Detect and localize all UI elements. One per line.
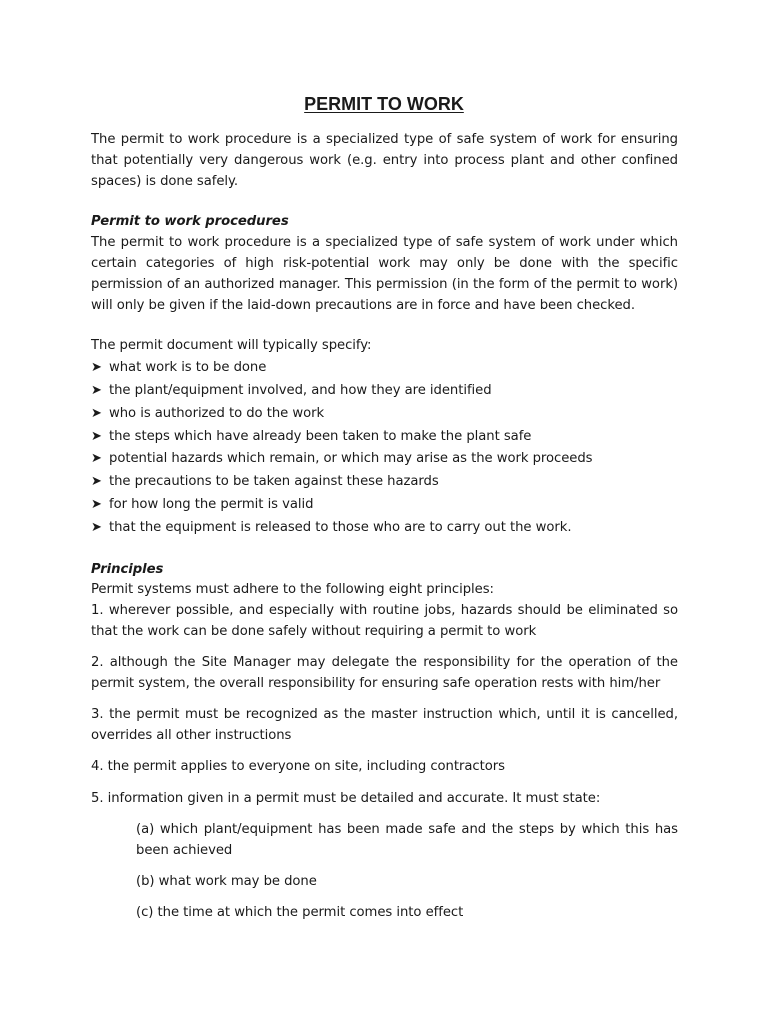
arrow-bullet-icon: ➤: [91, 519, 102, 535]
list-item: ➤ who is authorized to do the work: [91, 403, 678, 426]
arrow-bullet-icon: ➤: [91, 405, 102, 421]
list-item: ➤ potential hazards which remain, or which may arise as the work proceeds: [91, 448, 678, 471]
list-item: ➤ that the equipment is released to those who are to carry out the work.: [91, 517, 678, 540]
principle-item-5: 5. information given in a permit must be detailed and accurate. It must state:: [91, 790, 601, 806]
arrow-bullet-icon: ➤: [91, 496, 102, 512]
arrow-bullet-icon: ➤: [91, 451, 102, 467]
specify-list: [91, 357, 678, 539]
principle-5-subitems: [136, 820, 678, 924]
page-title: PERMIT TO WORK: [304, 94, 464, 114]
principle-item-4: 4. the permit applies to everyone on site, including contractors: [91, 759, 505, 775]
intro-paragraph: The permit to work procedure is a specialized type of safe system of work for ensuring that potentially very dangerous work (e.g. entry into process plant and other confined spaces) is done safely.: [91, 132, 678, 189]
arrow-bullet-icon: ➤: [91, 382, 102, 398]
arrow-bullet-icon: ➤: [91, 428, 102, 444]
specify-intro: The permit document will typically specify:: [91, 338, 372, 354]
list-item: ➤ the steps which have already been taken to make the plant safe: [91, 426, 678, 449]
list-item: ➤ what work is to be done: [91, 357, 678, 380]
subitem-c: (c) the time at which the permit comes into effect: [136, 905, 464, 921]
section-heading-principles: Principles: [91, 561, 164, 577]
subitem-a: (a) which plant/equipment has been made safe and the steps by which this has been achieved: [136, 822, 678, 858]
section-heading-procedures: Permit to work procedures: [91, 214, 289, 230]
principles-intro: Permit systems must adhere to the following eight principles:: [91, 582, 494, 598]
list-item: ➤ for how long the permit is valid: [91, 494, 678, 517]
principle-item-2: 2. although the Site Manager may delegate the responsibility for the operation of the permit system, the overall responsibility for ensuring safe operation rests with him/her: [91, 655, 678, 692]
procedures-paragraph: The permit to work procedure is a specialized type of safe system of work under which certain categories of high risk-potential work may only be done with the specific permission of an authorized manager. This permission (in the form of the permit to work) will only be given if the laid-down precautions are in force and have been checked.: [91, 235, 678, 313]
principle-item-1: 1. wherever possible, and especially with routine jobs, hazards should be eliminated so that the work can be done safely without requiring a permit to work: [91, 603, 678, 639]
arrow-bullet-icon: ➤: [91, 360, 102, 376]
arrow-bullet-icon: ➤: [91, 474, 102, 490]
document-body: [91, 130, 678, 924]
list-item: ➤ the plant/equipment involved, and how they are identified: [91, 380, 678, 403]
list-item: ➤ the precautions to be taken against these hazards: [91, 471, 678, 494]
subitem-b: (b) what work may be done: [136, 874, 317, 890]
principle-item-3: 3. the permit must be recognized as the master instruction which, until it is cancelled, overrides all other instructions: [91, 707, 678, 744]
